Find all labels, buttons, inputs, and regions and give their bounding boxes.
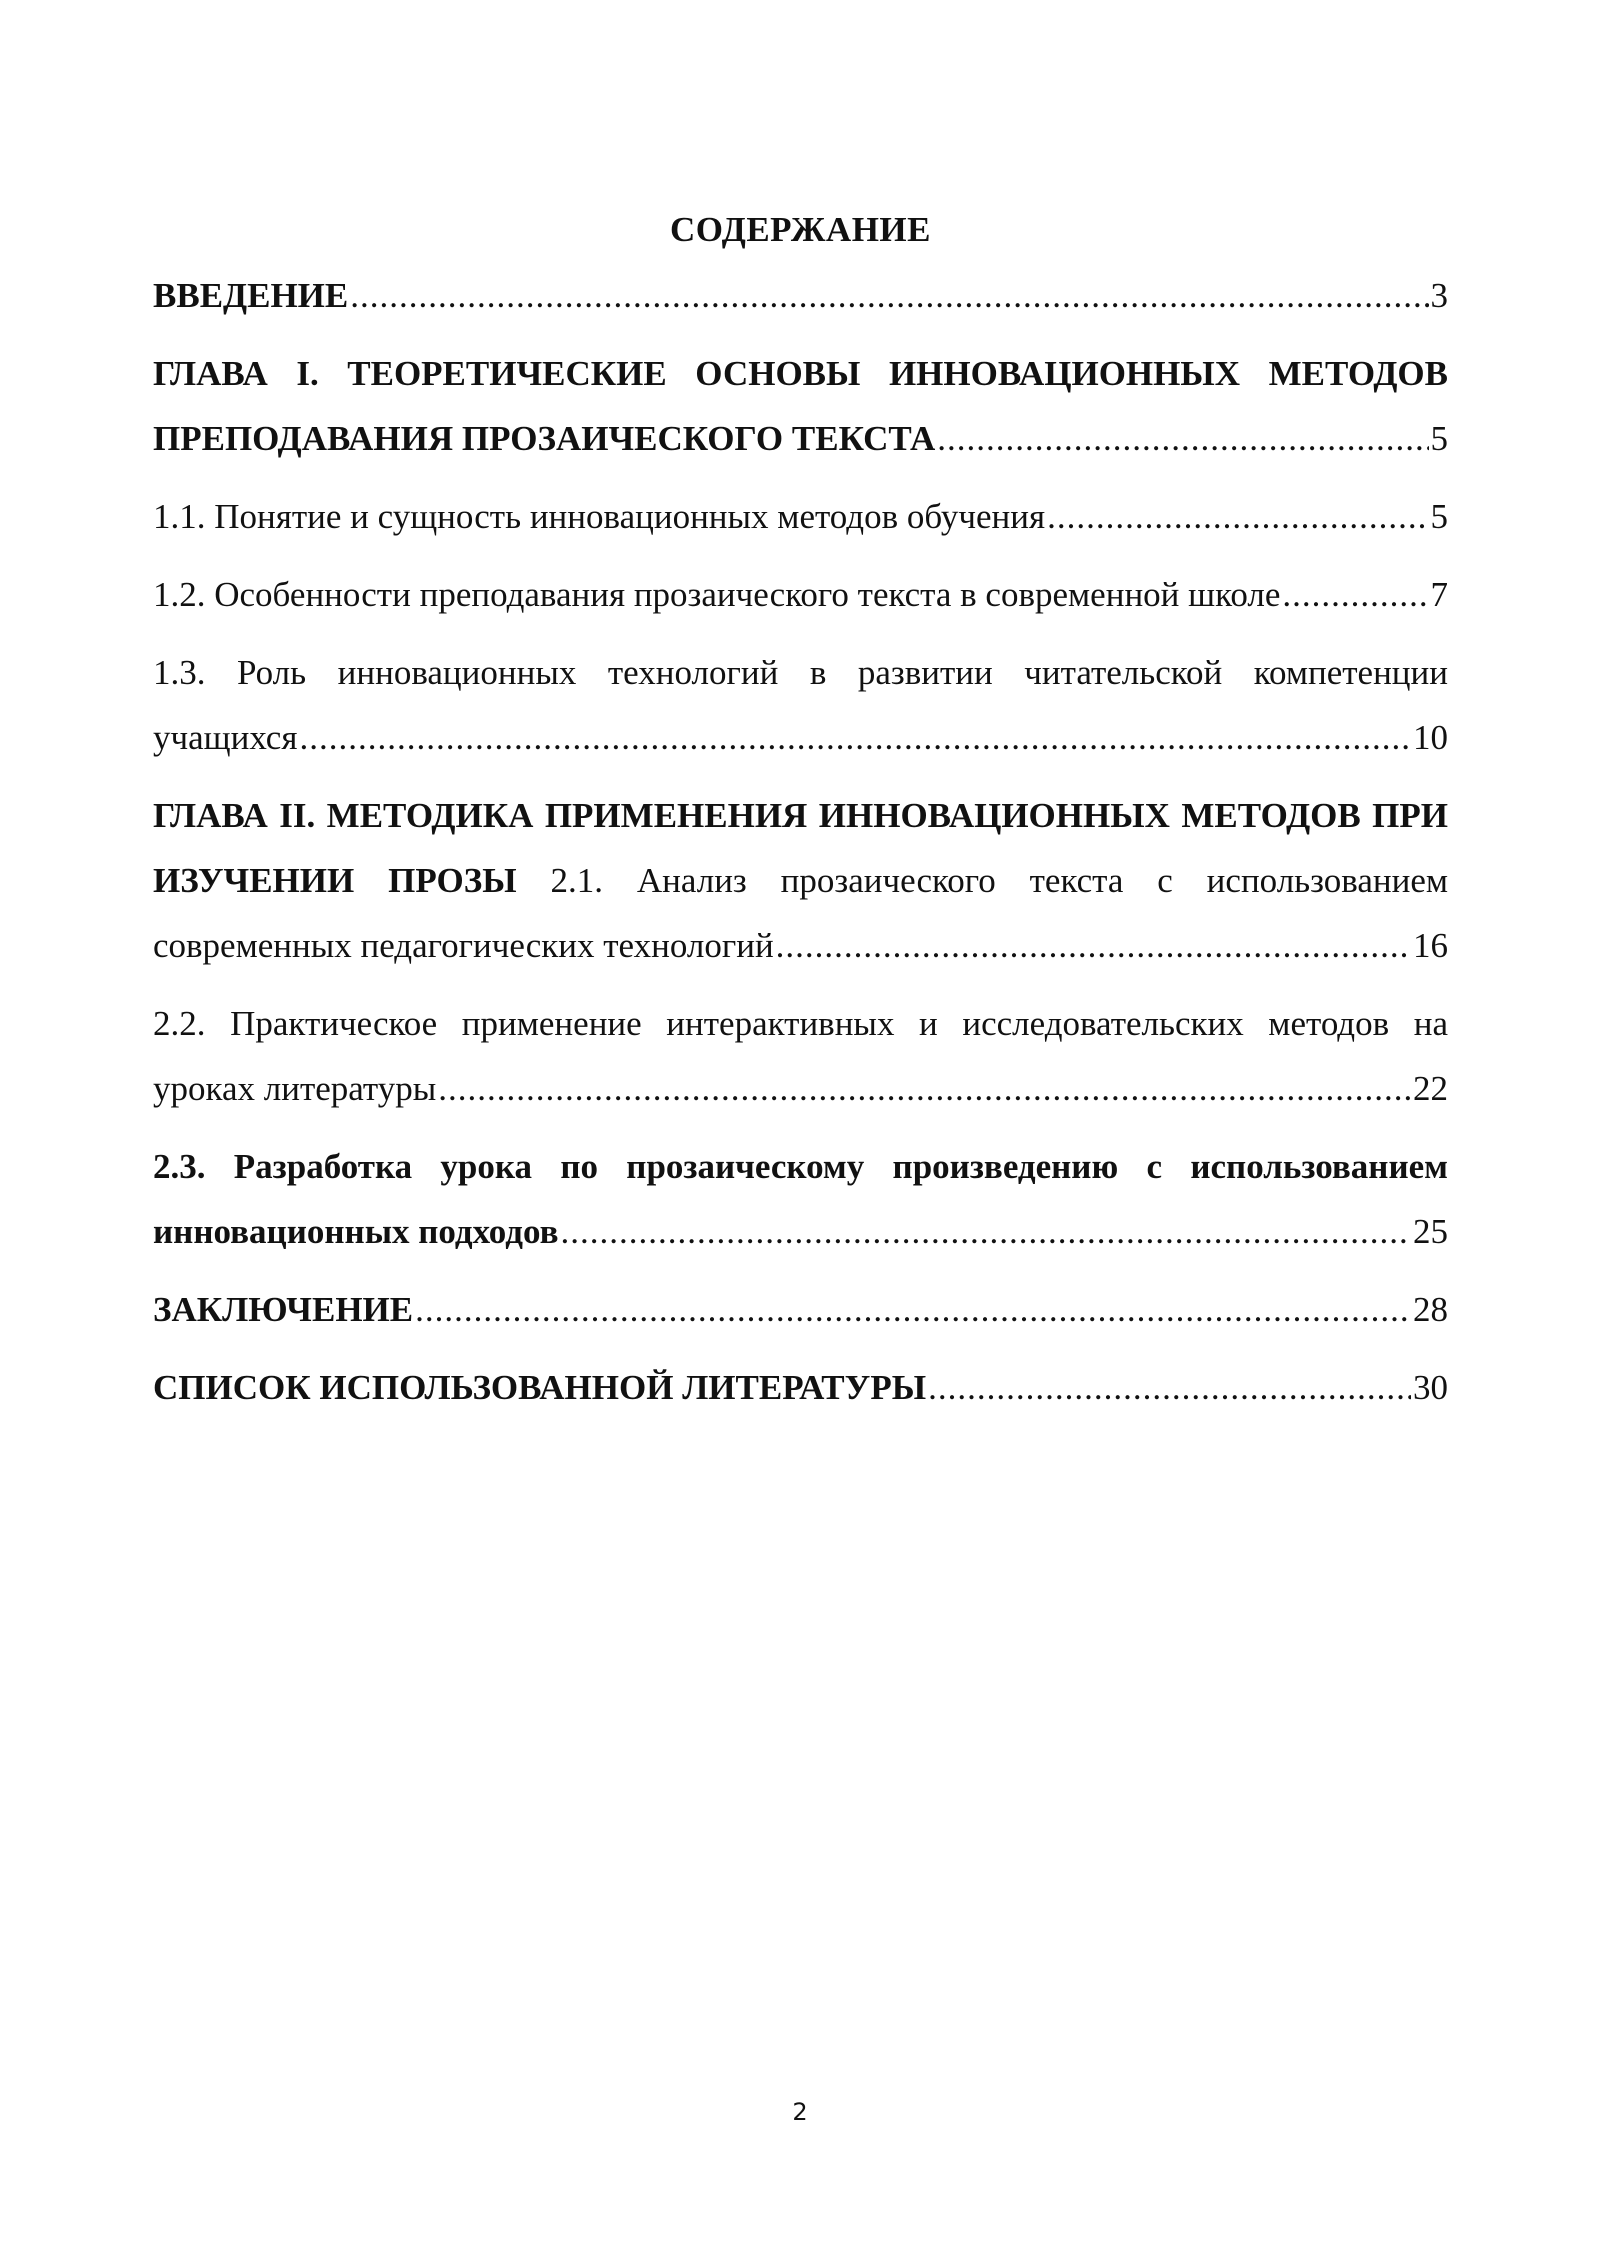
toc-entry-label-cont: инновационных подходов: [153, 1212, 559, 1251]
dot-leader: [438, 1056, 1411, 1121]
toc-page-number: 5: [1430, 497, 1448, 536]
toc-entry-label: 2.2. Практическое применение интерактивных и исследовательских методов на: [153, 1004, 1448, 1043]
toc-entry-2-1-label[interactable]: 2.1. Анализ прозаического текста с использованием: [550, 861, 1449, 900]
toc-entry-label-cont: ПРЕПОДАВАНИЯ ПРОЗАИЧЕСКОГО ТЕКСТА: [153, 419, 936, 458]
toc-entry-2-2[interactable]: [153, 991, 1448, 1121]
dot-leader: [350, 263, 1428, 328]
toc-entry-1-2[interactable]: [153, 562, 1448, 627]
table-of-contents: [153, 200, 1448, 1420]
dot-leader: [928, 1355, 1411, 1420]
dot-leader: [776, 913, 1411, 978]
toc-entry-label: 1.2. Особенности преподавания прозаического текста в современной школе: [153, 575, 1281, 614]
toc-page-number: 3: [1430, 276, 1448, 315]
toc-entry-conclusion[interactable]: [153, 1277, 1448, 1342]
toc-entry-label: 2.3. Разработка урока по прозаическому произведению с использованием: [153, 1147, 1448, 1186]
toc-page-number: 22: [1413, 1069, 1448, 1108]
toc-entry-label: 1.1. Понятие и сущность инновационных методов обучения: [153, 497, 1046, 536]
dot-leader: [561, 1199, 1411, 1264]
toc-entry-label: ГЛАВА II. МЕТОДИКА ПРИМЕНЕНИЯ ИННОВАЦИОННЫХ МЕТОДОВ ПРИ ИЗУЧЕНИИ ПРОЗЫ: [153, 796, 1448, 900]
toc-page-number: 5: [1430, 419, 1448, 458]
toc-page-number: 16: [1413, 926, 1448, 965]
toc-entry-label: ГЛАВА I. ТЕОРЕТИЧЕСКИЕ ОСНОВЫ ИННОВАЦИОННЫХ МЕТОДОВ: [153, 354, 1448, 393]
toc-entry-introduction[interactable]: [153, 263, 1448, 328]
toc-entry-label: СПИСОК ИСПОЛЬЗОВАННОЙ ЛИТЕРАТУРЫ: [153, 1368, 927, 1407]
toc-entry-1-3[interactable]: [153, 640, 1448, 770]
toc-entry-label-cont: учащихся: [153, 718, 298, 757]
toc-page-number: 25: [1413, 1212, 1448, 1251]
dot-leader: [299, 705, 1411, 770]
toc-entry-label: ВВЕДЕНИЕ: [153, 276, 349, 315]
toc-page-number: 28: [1413, 1290, 1448, 1329]
dot-leader: [1047, 484, 1428, 549]
toc-entry-label-cont: современных педагогических технологий: [153, 926, 774, 965]
dot-leader: [1282, 562, 1428, 627]
toc-page-number: 10: [1413, 718, 1448, 757]
toc-entry-2-3[interactable]: [153, 1134, 1448, 1264]
toc-title: СОДЕРЖАНИЕ: [669, 210, 931, 249]
toc-entry-chapter-2[interactable]: [153, 783, 1448, 978]
toc-entry-label-cont: уроках литературы: [153, 1069, 437, 1108]
toc-entry-label: ЗАКЛЮЧЕНИЕ: [153, 1290, 414, 1329]
dot-leader: [937, 406, 1428, 471]
toc-page-number: 30: [1413, 1368, 1448, 1407]
toc-entry-bibliography[interactable]: [153, 1355, 1448, 1420]
toc-entry-chapter-1[interactable]: [153, 341, 1448, 471]
toc-entry-label: 1.3. Роль инновационных технологий в развитии читательской компетенции: [153, 653, 1448, 692]
toc-entry-1-1[interactable]: [153, 484, 1448, 549]
toc-page-number: 7: [1430, 575, 1448, 614]
page-number: 2: [792, 2098, 808, 2126]
dot-leader: [415, 1277, 1411, 1342]
